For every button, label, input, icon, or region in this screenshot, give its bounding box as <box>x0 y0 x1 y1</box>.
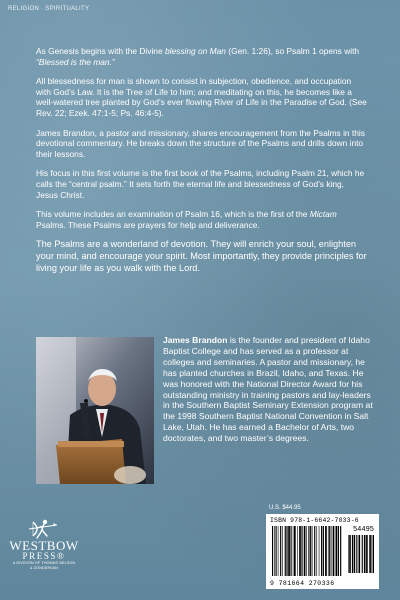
barcode-bar <box>304 526 306 576</box>
barcode-bar <box>291 526 292 576</box>
barcode-bar <box>282 526 283 576</box>
barcode-bar <box>310 526 311 576</box>
isbn-barcode <box>266 514 379 589</box>
author-summary-paragraph: James Brandon, a pastor and missionary, shares encouragement from the Psalms in this devotional commentary. He breaks down the structure of the Psalms and drills down into their lessons. <box>36 127 365 159</box>
intro-text-1: As Genesis begins with the Divine <box>36 46 165 56</box>
barcode-bar <box>306 526 307 576</box>
publisher-press: PRESS® <box>22 551 66 561</box>
price-code-bar <box>372 535 373 573</box>
intro-text-2: (Gen. 1:26), so Psalm 1 opens with <box>225 46 360 56</box>
barcode-bar <box>314 526 315 576</box>
mictam-emphasis: Mictam <box>309 209 337 220</box>
price-code-bars <box>348 535 374 573</box>
author-photo-illustration <box>36 337 154 484</box>
author-photo <box>36 337 154 484</box>
barcode-digits: 9 781664 270336 <box>270 580 335 587</box>
barcode-bar <box>331 526 332 576</box>
archer-icon <box>27 518 61 540</box>
price-label: U.S. $44.95 <box>269 505 301 511</box>
intro-emphasis-2: “Blessed is the man.” <box>36 56 115 67</box>
closing-paragraph: The Psalms are a wonderland of devotion. They will enrich your soul, enlighten your mind, and encourage your spirit. Most importantly, they provide principles for living your life as you walk with the Lord. <box>36 239 367 273</box>
price-code-bar <box>352 535 353 573</box>
barcode-bar <box>278 526 279 576</box>
barcode-bar <box>280 526 281 576</box>
author-name: James Brandon <box>163 335 228 345</box>
intro-emphasis-1: blessing on Man <box>164 46 226 56</box>
barcode-bar <box>323 526 324 576</box>
price-code-bar <box>354 535 356 573</box>
category-label: RELIGION · SPIRITUALITY <box>8 6 90 12</box>
barcode-bar <box>312 526 313 576</box>
publisher-logo <box>8 518 80 570</box>
price-code-bar <box>349 535 351 573</box>
blurb <box>36 46 368 283</box>
author-bio-text: is the founder and president of Idaho Baptist College and has served as a professor at colleges and seminaries. A pastor and missionary, he has planted churches in Brazil, Idaho, and Texas. He was honored with the National Director Award for his outstanding ministry in training pastors and lay-leaders in the Southern Baptist Seminary Extension program at the 1998 Southern Baptist National Convention in Salt Lake, Utah. He has earned a Bachelor of Arts, two doctorates, and two master’s degrees. <box>163 335 373 444</box>
intro-paragraph <box>36 46 368 67</box>
focus-paragraph: His focus in this first volume is the first book of the Psalms, including Psalm 21, which he calls the “central psalm.” It sets forth the eternal life and blessedness of God’s king, Jesus Christ. <box>36 168 365 200</box>
barcode-bar <box>340 526 341 576</box>
publisher-division-1: A DIVISION OF THOMAS NELSON <box>12 561 76 565</box>
mictam-text-1: This volume includes an examination of Psalm 16, which is the first of the <box>36 209 310 220</box>
barcode-bar <box>308 526 309 576</box>
barcode-bar <box>319 526 320 576</box>
barcode-bar <box>325 526 327 576</box>
barcode-bar <box>297 526 298 576</box>
price-code-bar <box>362 535 363 573</box>
author-bio <box>163 335 373 444</box>
barcode-bar <box>316 526 317 576</box>
blessedness-paragraph: All blessedness for man is shown to consist in subjection, obedience, and occupation with God’s Law. It is the Tree of Life to him; and meditating on this, he becomes like a well-watered tree planted by God’s ever flowing River of Life in the Paradise of God. (See Rev. 22; Ezek. 47:1-5; Ps. 46:4-5). <box>36 76 367 118</box>
barcode-bar <box>294 526 296 576</box>
barcode-bar <box>285 526 286 576</box>
publisher-division-2: & ZONDERVAN <box>30 565 58 570</box>
price-code-bar <box>373 535 374 573</box>
isbn-label: ISBN 978-1-6642-7033-6 <box>270 517 359 524</box>
barcode-bar <box>286 526 287 576</box>
barcode-bar <box>336 526 338 576</box>
price-code-bar <box>348 535 349 573</box>
barcode-bar <box>333 526 335 576</box>
barcode-bar <box>321 526 322 576</box>
barcode-bar <box>299 526 301 576</box>
barcode-bar <box>293 526 294 576</box>
barcode-bar <box>288 526 290 576</box>
price-code-bar <box>359 535 361 573</box>
barcode-bar <box>328 526 329 576</box>
barcode-bar <box>338 526 339 576</box>
barcode-bar <box>272 526 273 576</box>
price-code-label: 54495 <box>352 526 374 534</box>
barcode-bar <box>274 526 275 576</box>
mictam-text-2: Psalms. These Psalms are prayers for help and deliverance. <box>36 219 260 230</box>
barcode-bars <box>272 526 342 576</box>
price-code-bar <box>364 535 366 573</box>
barcode-bar <box>301 526 302 576</box>
mictam-paragraph <box>36 209 368 230</box>
publisher-name: WESTBOW <box>9 538 79 553</box>
barcode-bar <box>276 526 277 576</box>
barcode-bar <box>329 526 330 576</box>
price-code-bar <box>369 535 371 573</box>
price-code-bar <box>366 535 368 573</box>
price-code-bar <box>356 535 357 573</box>
